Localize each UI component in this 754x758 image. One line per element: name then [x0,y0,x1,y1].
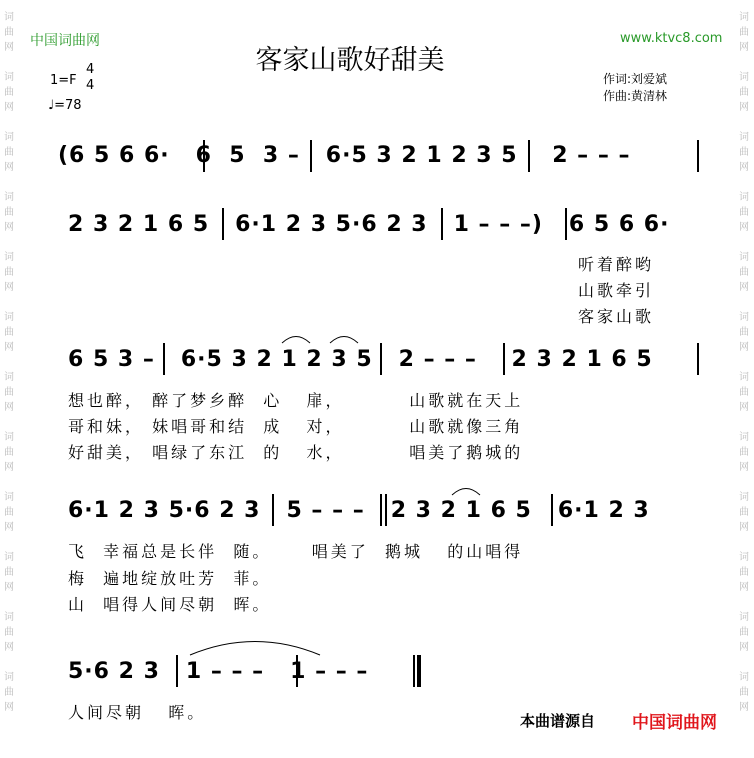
watermark-left-column: 词 曲 网 词 曲 网 词 曲 网 词 曲 网 词 曲 网 词 曲 网 词 曲 网 词 曲 网 词 曲 网 词 曲 网 词 曲 网 词 曲 网 [4,12,14,713]
lyric-row4-verse2: 梅 遍地绽放吐芳 菲。 [68,569,272,588]
key-signature: 1=F [50,73,77,88]
lyric-row3-verse1: 想也醉， 醉了梦乡醉 心 扉， 山歌就在天上 [68,391,524,410]
time-denominator: 4 [86,78,95,93]
lyric-row4-verse1: 飞 幸福总是长伴 随。 唱美了 鹅城 的山唱得 [68,542,524,561]
slur [452,489,480,496]
lyric-row3-verse3: 好甜美， 唱绿了东江 的 水， 唱美了鹅城的 [68,443,524,462]
site-watermark-right: www.ktvc8.com [620,31,723,46]
lyric-intro-1: 听着醉哟 [578,255,655,274]
lyric-row5: 人间尽朝 晖。 [68,703,207,722]
site-watermark-left: 中国词曲网 [30,33,100,49]
song-title: 客家山歌好甜美 [255,45,445,76]
lyricist-credit: 作词:刘爱斌 [603,72,668,86]
score-row-1: (6 5 6 6· 6 5 3 – 6·5 3 2 1 2 3 5 2 – – – [58,143,631,168]
tempo-value: =78 [54,98,82,113]
lyric-intro-3: 客家山歌 [578,307,655,326]
time-numerator: 4 [86,62,95,77]
score-row-4: 6·1 2 3 5·6 2 3 5 – – – 2 3 2 1 6 5 6·1 2 3 [68,498,650,523]
lyric-intro-2: 山歌牵引 [578,281,655,300]
lyric-row3-verse2: 哥和妹， 妹唱哥和结 成 对， 山歌就像三角 [68,417,524,436]
source-label: 本曲谱源自 [520,712,596,730]
slur [330,337,358,344]
score-row-2: 2 3 2 1 6 5 6·1 2 3 5·6 2 3 1 – – –) 6 5 6 6· [68,212,670,237]
tie [190,642,320,656]
composer-credit: 作曲:黄清林 [603,89,668,103]
watermark-right-column: 词 曲 网 词 曲 网 词 曲 网 词 曲 网 词 曲 网 词 曲 网 词 曲 网 词 曲 网 词 曲 网 词 曲 网 词 曲 网 词 曲 网 [739,12,749,713]
score-row-3: 6 5 3 – 6·5 3 2 1 2 3 5 2 – – – 2 3 2 1 6 5 [68,347,653,372]
source-site: 中国词曲网 [632,713,717,733]
quarter-note-icon: ♩ [48,98,55,113]
score-row-5: 5·6 2 3 1 – – – 1 – – – [68,659,369,684]
lyric-row4-verse3: 山 唱得人间尽朝 晖。 [68,595,272,614]
slur [282,337,310,344]
